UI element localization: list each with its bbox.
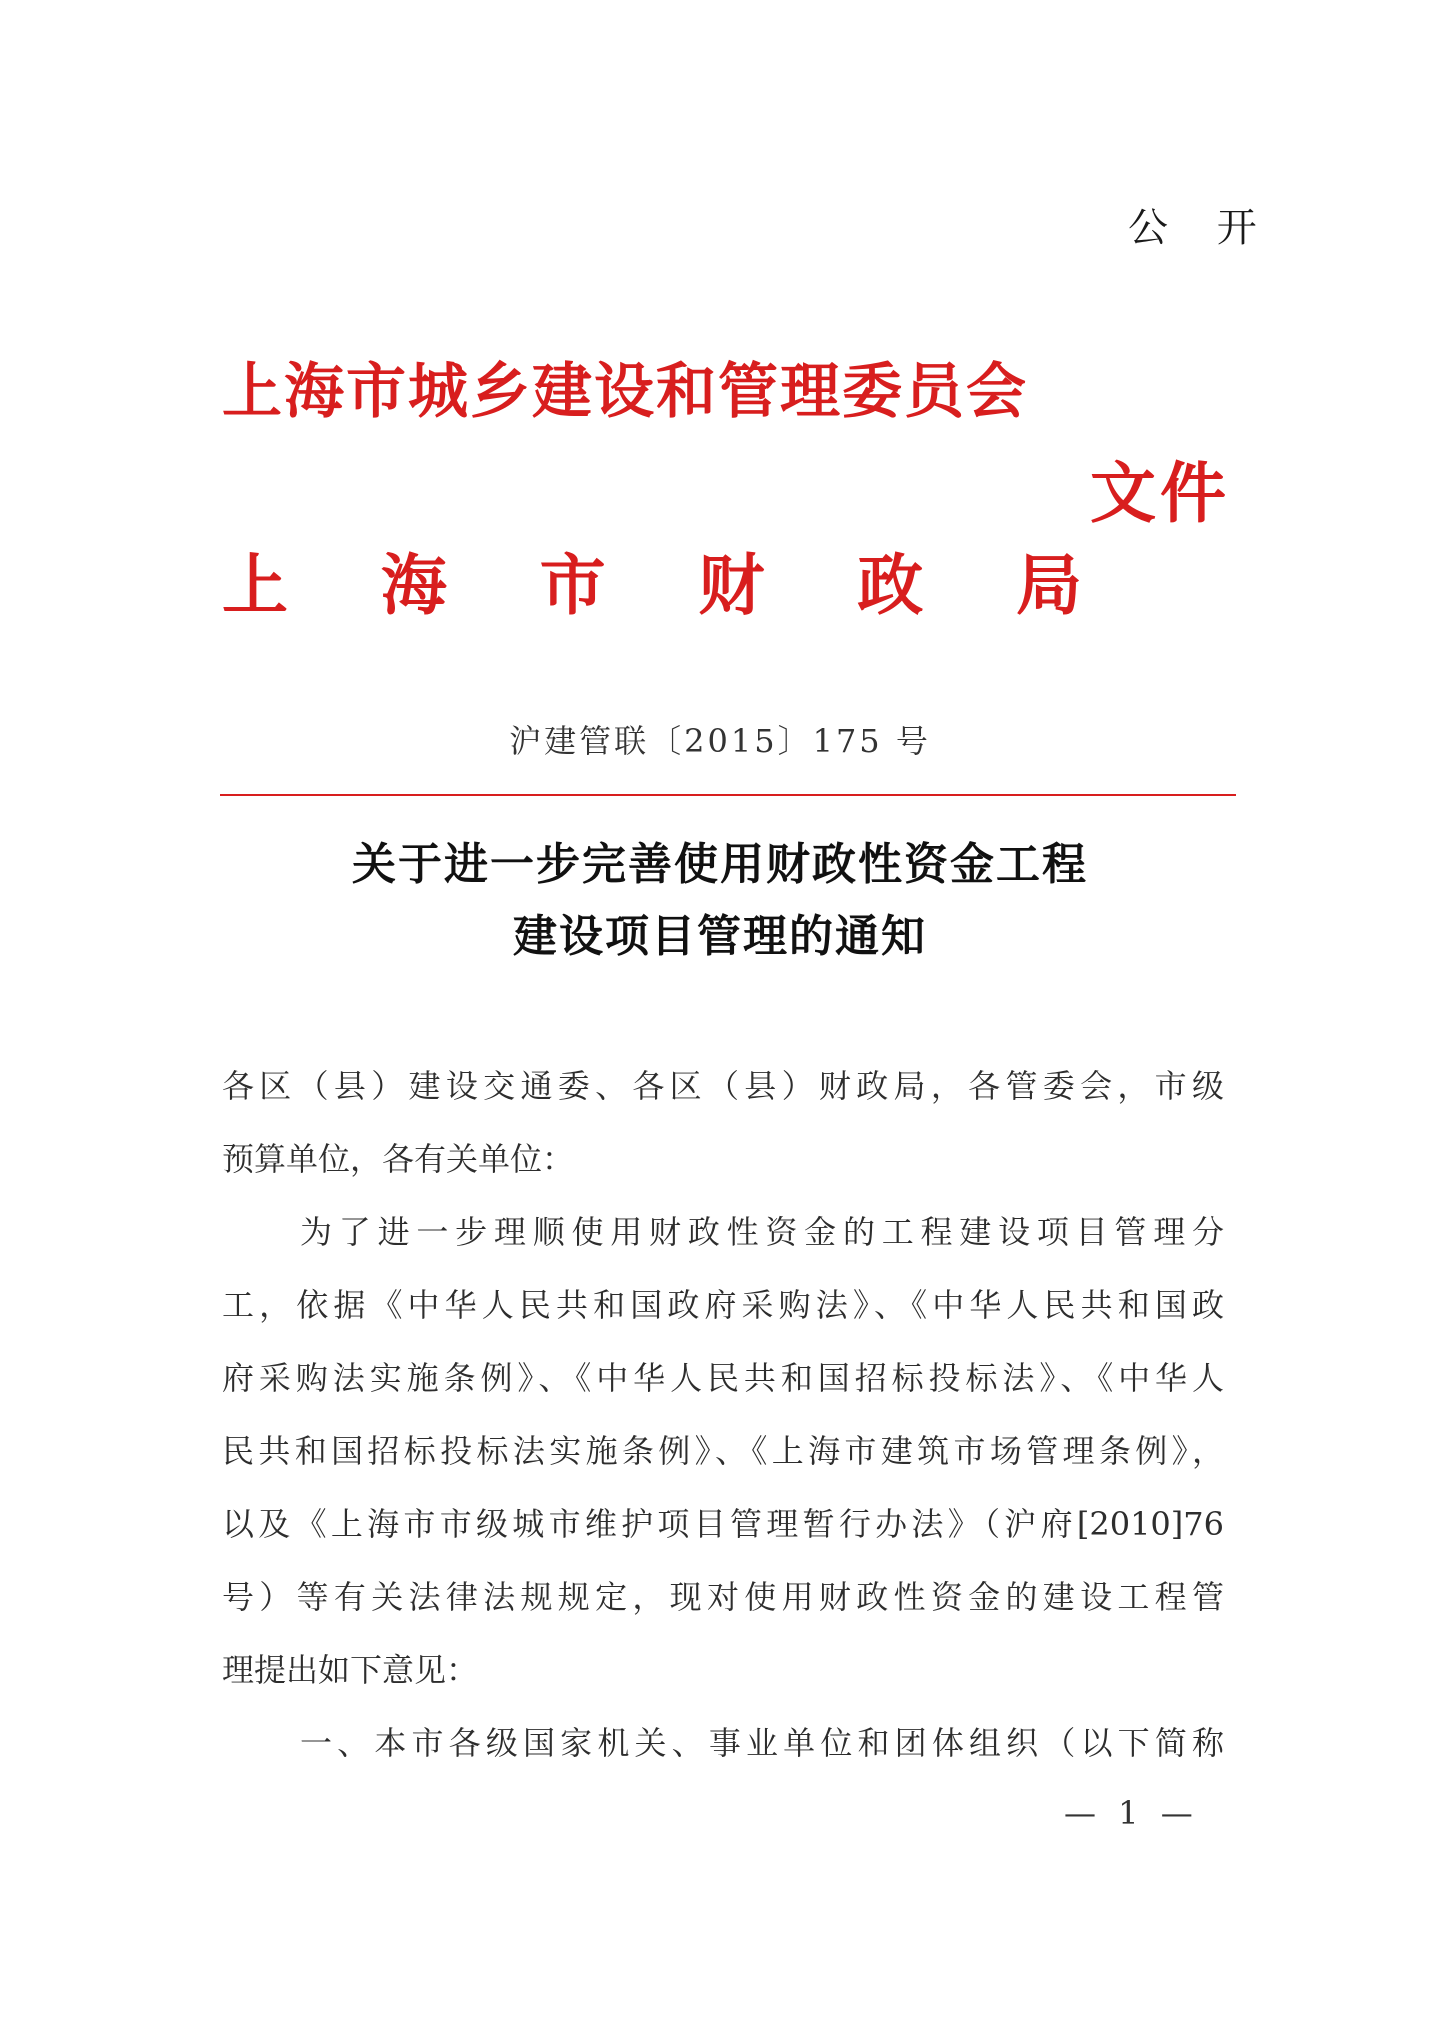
issuer-2-char: 市 xyxy=(539,547,606,624)
issuer-2-char: 财 xyxy=(698,547,765,624)
issuer-2-char: 海 xyxy=(380,547,447,624)
body-text-line: 工，依据《中华人民共和国政府采购法》、《中华人民共和国政 xyxy=(222,1286,1224,1324)
issuer-2-char: 局 xyxy=(1015,547,1082,624)
issuer-name-construction-committee: 上海市城乡建设和管理委员会 xyxy=(222,357,1028,427)
body-text-line: 一、本市各级国家机关、事业单位和团体组织（以下简称 xyxy=(300,1724,1224,1762)
document-title-line-1: 关于进一步完善使用财政性资金工程 xyxy=(352,839,1088,890)
addressee-line: 各区（县）建设交通委、各区（县）财政局，各管委会，市级 xyxy=(222,1067,1224,1105)
body-text-line: 民共和国招标投标法实施条例》、《上海市建筑市场管理条例》， xyxy=(222,1432,1224,1470)
addressee-line: 预算单位，各有关单位： xyxy=(222,1140,575,1178)
issuer-name-finance-bureau xyxy=(222,532,1082,627)
document-word: 文件 xyxy=(1090,455,1230,532)
body-text-line: 以及《上海市市级城市维护项目管理暂行办法》（沪府[2010]76 xyxy=(222,1505,1224,1543)
document-title-line-2: 建设项目管理的通知 xyxy=(513,911,927,962)
document-number: 沪建管联〔2015〕175 号 xyxy=(509,722,931,760)
issuer-2-char: 上 xyxy=(222,547,288,624)
page-number: — 1 — xyxy=(1064,1794,1199,1832)
body-text-line: 号）等有关法律法规规定，现对使用财政性资金的建设工程管 xyxy=(222,1578,1224,1616)
red-separator-rule xyxy=(220,794,1236,796)
body-text-line: 为了进一步理顺使用财政性资金的工程建设项目管理分 xyxy=(300,1213,1224,1251)
body-text-line: 理提出如下意见： xyxy=(222,1651,479,1689)
body-text-line: 府采购法实施条例》、《中华人民共和国招标投标法》、《中华人 xyxy=(222,1359,1224,1397)
issuer-2-char: 政 xyxy=(857,547,924,624)
classification-label: 公 开 xyxy=(1128,205,1275,251)
